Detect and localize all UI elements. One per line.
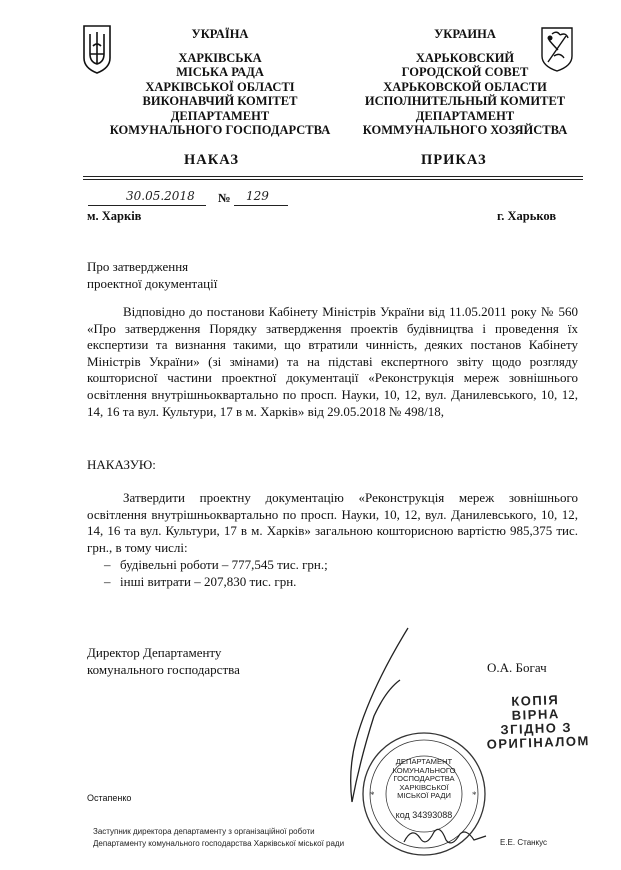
org-line: ГОРОДСКОЙ СОВЕТ: [401, 65, 529, 79]
decision: [87, 490, 578, 556]
seal-code: код 34393088: [395, 810, 453, 820]
subject-line: проектної документації: [87, 276, 218, 291]
org-line: ВИКОНАВЧИЙ КОМІТЕТ: [142, 94, 298, 108]
header-divider: [83, 179, 583, 180]
preamble-text: Відповідно до постанови Кабінету Міністрів України від 11.05.2011 року № 560 «Про затвердження Порядку затвердження проектів будівництва і проведення їх експертизи та визнання такими, що втратили чинність, деяких постанов Кабінету Міністрів України» (зі змінами) та на підставі експертного звіту щодо розгляду кошторисної частини проектної документації «Реконструкція мереж зовнішнього освітлення внутрішньоквартально по просп. Науки, 10, 12, вул. Данилевського, 10, 12, 14, 16 та вул. Культури, 17 в м. Харків» від 29.05.2018 № 498/18,: [87, 304, 578, 419]
svg-text:*: *: [472, 790, 477, 800]
copy-stamp-line: ЗГІДНО З: [500, 719, 573, 738]
list-item-text: інші витрати – 207,830 тис. грн.: [120, 573, 297, 589]
org-line: МІСЬКА РАДА: [176, 65, 264, 79]
org-line: ХАРЬКОВСКИЙ: [415, 50, 515, 65]
org-line: ИСПОЛНИТЕЛЬНЫЙ КОМИТЕТ: [364, 94, 566, 108]
doc-type-ua: НАКАЗ: [184, 152, 240, 168]
preamble: [87, 304, 578, 420]
header-left: [100, 27, 340, 138]
list-bullet: –: [104, 557, 111, 572]
seal-line: ДЕПАРТАМЕНТ: [395, 757, 453, 766]
date-underline: [88, 205, 206, 206]
signatory-position: [87, 644, 240, 678]
list-bullet: –: [104, 573, 111, 589]
org-line: ХАРЬКОВСКОЙ ОБЛАСТИ: [383, 79, 547, 94]
number-label: №: [218, 191, 231, 205]
seal-line: КОМУНАЛЬНОГО: [392, 765, 456, 775]
order-number: 129: [246, 189, 269, 203]
decision-text: Затвердити проектну документацію «Реконструкція мереж зовнішнього освітлення внутрішньоквартально по просп. Науки, 10, 12, вул. Данилевського, 10, 12, 14, 16 та вул. Культури, 17 в м. Харків» загальною кошторисною вартістю 985,375 тис. грн., в тому числі:: [87, 490, 578, 555]
city-ru: г. Харьков: [497, 209, 557, 223]
doc-type-ru: ПРИКАЗ: [421, 152, 487, 168]
list-item-text: будівельні роботи – 777,545 тис. грн.;: [120, 557, 328, 572]
org-line: КОММУНАЛЬНОГО ХОЗЯЙСТВА: [362, 123, 568, 137]
copy-stamp-line: ОРИГІНАЛОМ: [486, 733, 591, 752]
country-ua: УКРАЇНА: [191, 27, 249, 41]
footer-line: Департаменту комунального господарства Харківської міської ради: [93, 839, 345, 848]
seal-text: [380, 758, 468, 801]
footer-line: Заступник директора департаменту з організаційної роботи: [93, 827, 315, 836]
org-line: КОМУНАЛЬНОГО ГОСПОДАРСТВА: [109, 123, 331, 137]
header-divider: [83, 176, 583, 177]
seal-line: МІСЬКОЇ РАДИ: [397, 791, 451, 801]
org-line: ХАРКІВСЬКОЇ ОБЛАСТІ: [145, 79, 295, 94]
position-line: комунального господарства: [87, 662, 240, 677]
cost-list: [104, 557, 328, 590]
org-line: ДЕПАРТАМЕНТ: [170, 108, 270, 123]
round-seal: [360, 730, 488, 858]
svg-text:*: *: [370, 790, 375, 800]
country-ru: УКРАИНА: [434, 27, 496, 41]
seal-signature: [400, 822, 490, 852]
footer-certifier: [93, 826, 344, 850]
city-ua: м. Харків: [87, 209, 142, 223]
list-item: [104, 557, 328, 574]
signatory-name: О.А. Богач: [487, 660, 547, 675]
subject-line: Про затвердження: [87, 259, 189, 274]
copy-stamp: [485, 692, 591, 752]
copy-stamp-line: КОПІЯ ВІРНА: [511, 692, 560, 723]
number-underline: [234, 205, 288, 206]
seal-line: ХАРКІВСЬКОЇ: [399, 782, 449, 792]
list-item: [104, 574, 328, 591]
footer-name: Е.Е. Станкус: [500, 838, 548, 847]
subject: [87, 258, 217, 292]
org-line: ДЕПАРТАМЕНТ: [415, 108, 515, 123]
order-word: НАКАЗУЮ:: [87, 457, 156, 472]
org-line: ХАРКІВСЬКА: [178, 50, 262, 65]
order-date: 30.05.2018: [126, 189, 195, 203]
position-line: Директор Департаменту: [87, 645, 222, 660]
executor: Остапенко: [87, 793, 132, 803]
seal-line: ГОСПОДАРСТВА: [393, 774, 455, 784]
header-right: [345, 27, 585, 138]
